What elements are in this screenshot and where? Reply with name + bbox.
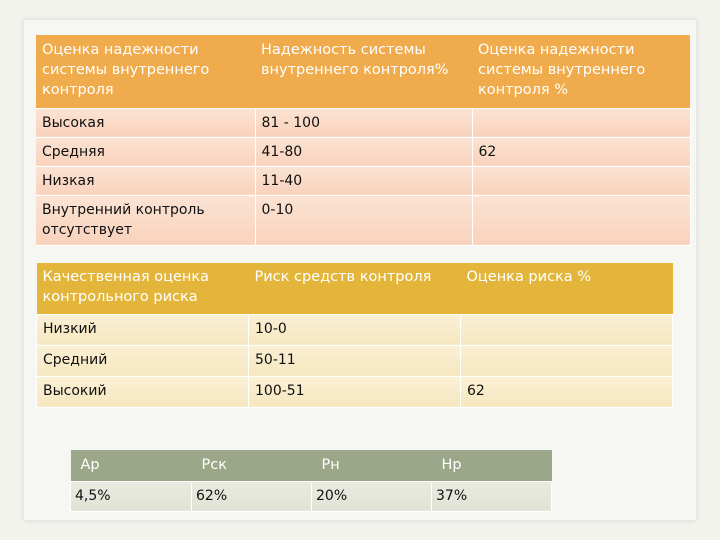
risk-table [36, 263, 673, 408]
table-header-row [71, 450, 552, 481]
table-cell: 10-0 [249, 314, 461, 345]
header-cell: Оценка надежности системы внутреннего контроля % [472, 35, 690, 108]
table-cell: 62% [192, 481, 312, 511]
table-cell: 62 [472, 137, 690, 166]
table-row [36, 166, 690, 195]
table-row [37, 376, 673, 407]
table-cell [472, 108, 690, 137]
table-cell: 0-10 [255, 195, 472, 245]
reliability-table [36, 35, 691, 246]
table-cell: Внутренний контроль отсутствует [36, 195, 255, 245]
table-cell [461, 314, 673, 345]
table-row [71, 481, 552, 511]
header-cell: Нр [432, 450, 552, 481]
table-cell: 41-80 [255, 137, 472, 166]
header-cell: Оценка надежности системы внутреннего контроля [36, 35, 255, 108]
table-cell: 50-11 [249, 345, 461, 376]
table-cell: 37% [432, 481, 552, 511]
table-cell [472, 195, 690, 245]
table-cell [472, 166, 690, 195]
table-cell: 4,5% [71, 481, 192, 511]
table-row [36, 108, 690, 137]
table-cell: Низкий [37, 314, 249, 345]
table-cell: 100-51 [249, 376, 461, 407]
table-header-row [36, 35, 690, 108]
table-cell: Низкая [36, 166, 255, 195]
header-cell: Качественная оценка контрольного риска [37, 263, 249, 314]
summary-table [70, 450, 552, 512]
table-cell: Высокая [36, 108, 255, 137]
table-cell: Высокий [37, 376, 249, 407]
header-cell: Оценка риска % [461, 263, 673, 314]
table-cell: Средний [37, 345, 249, 376]
header-cell: Ар [71, 450, 192, 481]
table-cell [461, 345, 673, 376]
table-row [36, 195, 690, 245]
table-cell: 81 - 100 [255, 108, 472, 137]
table-cell: 62 [461, 376, 673, 407]
table-cell: Средняя [36, 137, 255, 166]
header-cell: Надежность системы внутреннего контроля% [255, 35, 472, 108]
table-header-row [37, 263, 673, 314]
table-cell: 20% [312, 481, 432, 511]
header-cell: Рн [312, 450, 432, 481]
header-cell: Риск средств контроля [249, 263, 461, 314]
table-row [37, 314, 673, 345]
table-cell: 11-40 [255, 166, 472, 195]
table-row [36, 137, 690, 166]
table-row [37, 345, 673, 376]
header-cell: Рск [192, 450, 312, 481]
